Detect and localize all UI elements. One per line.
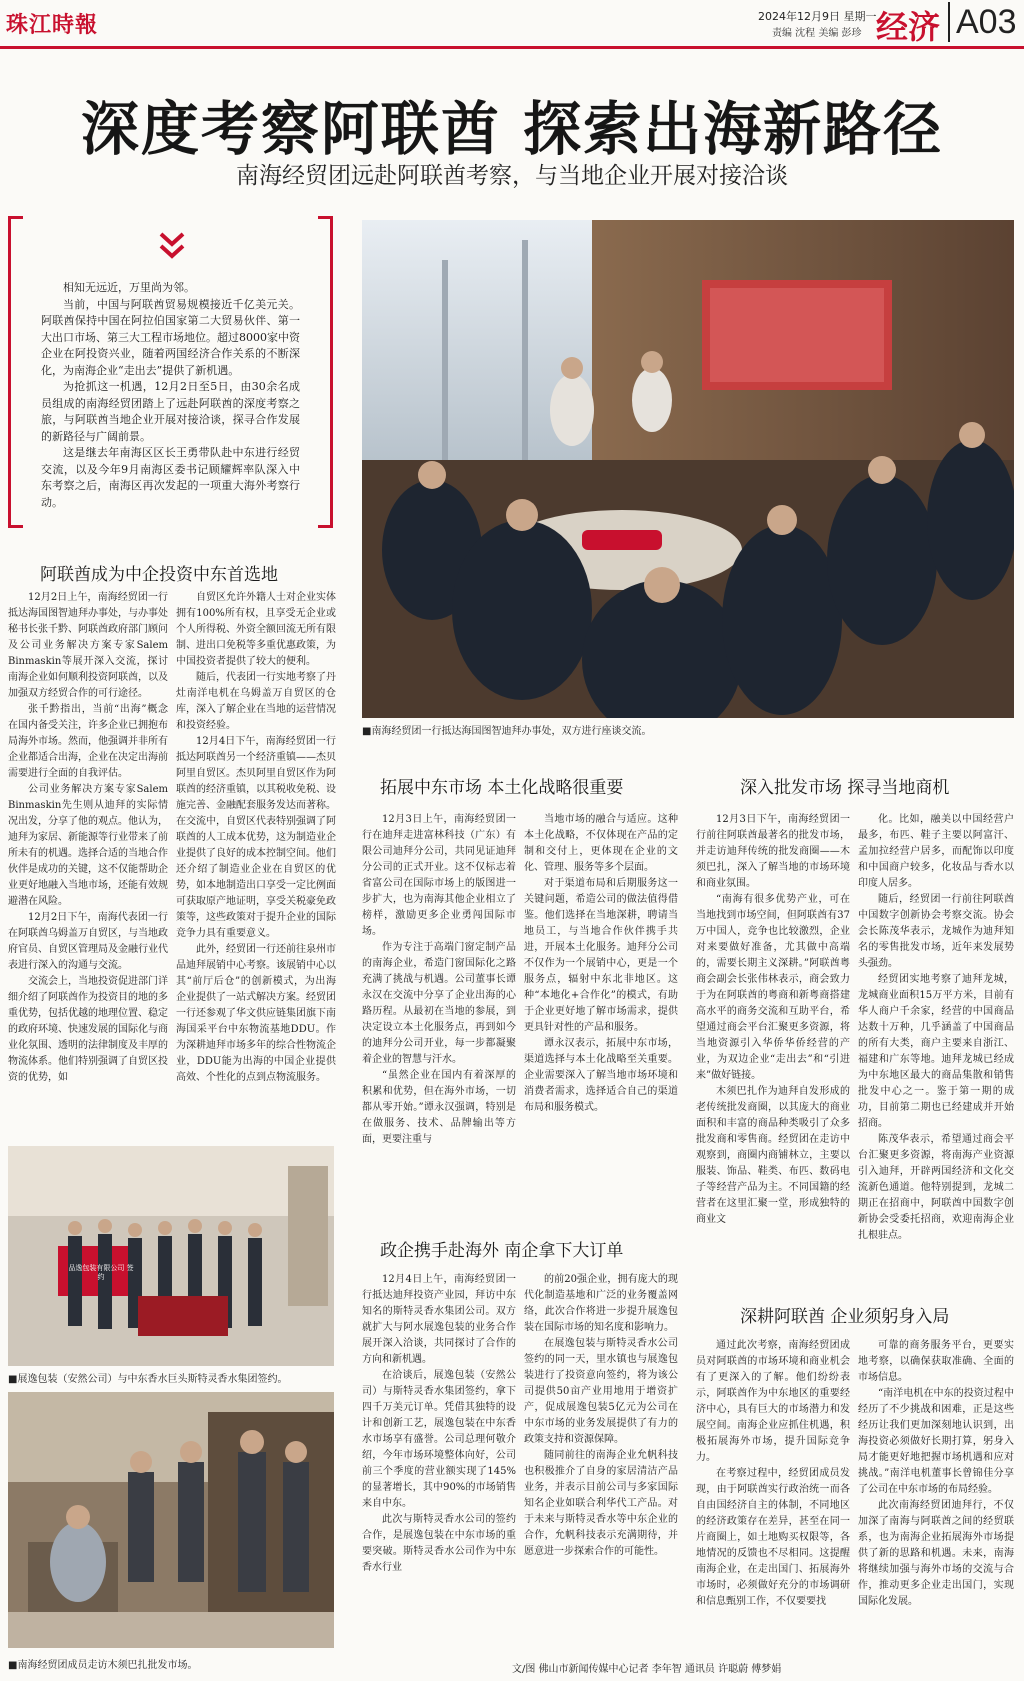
section-title: 深入批发市场 探寻当地商机	[740, 778, 950, 798]
page-number: A03	[948, 2, 1017, 42]
caption-signing: ■展逸包装（安然公司）与中东香水巨头斯特灵香水集团签约。	[8, 1374, 288, 1385]
photo-market	[8, 1392, 334, 1648]
article-column: 可靠的商务服务平台，更要实地考察，以确保获取准确、全面的市场信息。 “南洋电机在中东的投资过程中经历了不少挑战和困难，正是这些经历让我们更加深刻地认识到，出海投资必须做好长期打算，躬身入局才能更好地把握市场机遇和应对挑战。”南洋电机董事长曾锦佳分享了公司在中东市场的布局经验。 此次南海经贸团迪拜行，不仅加深了南海与阿联酋之间的经贸联系，也为南海企业拓展海外市场提供了新的思路和机遇。未来，南海将继续加强与海外市场的交流与合作，推动更多企业走出国门，实现国际化发展。	[858, 1340, 1014, 1607]
article-column: 12月4日上午，南海经贸团一行抵达迪拜投资产业园，拜访中东知名的斯特灵香水集团公司。双方就扩大与阿水展逸包装的业务合作展开深入洽谈，共同探讨了合作的方向和新机遇。 在洽谈后，展逸包装（安然公司）与斯特灵香水集团签约，拿下四千万美元订单。凭借其独特的设计和创新工艺，展逸包装在中东香水市场享有盛誉。公司总理何敬介绍，今年市场环境整体向好，公司前三个季度的营业额实现了145%的显著增长，其中90%的市场销售来自中东。 此次与斯特灵香水公司的签约合作，是展逸包装在中东市场的重要突破。斯特灵香水公司作为中东香水行业	[362, 1274, 516, 1573]
article-column: 的前20强企业，拥有庞大的现代化制造基地和广泛的业务覆盖网络，此次合作将进一步提升展逸包装在国际市场的知名度和影响力。 在展逸包装与斯特灵香水公司签约的同一天，里水镇也与展逸包装进行了投资意向签约，将为该公司提供50亩产业用地用于增资扩产，促成展逸包装5亿元为公司在中东市场的业务发展提供了有力的政策支持和资源保障。 随同前往的南海企业允帆科技也积极推介了自身的家居清洁产品业务，并表示目前公司与多家国际知名企业如联合利华代工产品。对于未来与斯特灵香水等中东企业的合作，允帆科技表示充满期待，并愿意进一步探索合作的可能性。	[524, 1274, 678, 1557]
header-rule	[0, 46, 1024, 49]
article-column: 12月3日上午，南海经贸团一行在迪拜走进富林科技（广东）有限公司迪拜分公司，共同见证迪拜分公司的正式开业。这不仅标志着省富公司在国际市场上的版图进一步扩大，也为南海其他企业相立了榜样，激励更多企业勇闯国际市场。 作为专注于高端门窗定制产品的南海企业，希造门窗国际化之路充满了挑战与机遇。公司董事长谭永汉在交流中分享了企业出海的心路历程。从最初在当地的参展，到决定设立本土化服务点，再到如今的迪拜分公司开业，每一步都凝聚着企业的智慧与汗水。 “虽然企业在国内有着深厚的积累和优势，但在海外市场，一切都从零开始。”谭永汉强调，特别是在做服务、技术、品牌输出等方面，更要注重与	[362, 814, 516, 1145]
section-title: 政企携手赴海外 南企拿下大订单	[380, 1241, 624, 1261]
lead-paragraph: 这是继去年南海区区长王勇带队赴中东进行经贸交流，以及今年9月南海区委书记顾耀辉率队深入中东考察之后，南海区再次发起的一项重大海外考察行动。	[41, 446, 300, 509]
article-column: 12月2日上午，南海经贸团一行抵达海国图智迪拜办事处，与办事处秘书长张千黔、阿联酋政府部门顾问及公司业务解决方案专家Salem Binmaskin等展开深入交流，探讨南海企业如何顺利投资阿联酋，以及加强双方经贸合作的可行途径。 张千黔指出，当前“出海”概念在国内备受关注，许多企业已拥抱布局海外市场。然而，他强调并非所有企业都适合出海，企业在决定出海前需要进行全面的自我评估。 公司业务解决方案专家Salem Binmaskin先生则从迪拜的实际情况出发，分享了他的观点。他认为，迪拜为家居、新能源等行业带来了前所未有的机遇。选择合适的当地合作伙伴是成功的关键，这不仅能帮助企业更好地融入当地市场，还能有效规避潜在风险。 12月2日下午，南海代表团一行在阿联酋乌姆盖万自贸区，与当地政府官员、自贸区管理局及金融行业代表进行深入的沟通与交流。 交流会上，当地投资促进部门详细介绍了阿联酋作为投资目的地的多重优势，包括优越的地理位置、稳定的政府环境、快速发展的国际化与商业化氛围、透明的法律制度及丰厚的物流体系。他们特别强调了自贸区投资的优势，如	[8, 592, 168, 1083]
masthead-logo: 珠江時報	[6, 12, 99, 38]
byline: 文/图 佛山市新闻传媒中心记者 李年智 通讯员 许聪蔚 傅梦娟	[512, 1664, 782, 1675]
lead-box	[8, 216, 333, 528]
article-column: 化。比如，融美以中国经营户最多，布匹、鞋子主要以阿富汗、孟加拉经营户居多，而配饰以印度和中国商户较多，化妆品与香水以印度人居多。 随后，经贸团一行前往阿联酋中国数字创新协会考察交流。协会会长陈茂华表示，龙城作为迪拜知名的零售批发市场，近年来发展势头强劲。 经贸团实地考察了迪拜龙城，龙城商业面积15万平方米，目前有华人商户千余家，经营的中国商品达数十万种，几乎涵盖了中国商品的所有大类，商户主要来自浙江、福建和广东等地。迪拜龙城已经成为中东地区最大的商品集散和销售批发中心之一。鉴于第一期的成功，目前第二期也已经建成并开始招商。 陈茂华表示，希望通过商会平台汇聚更多资源，将南海产业资源引入迪拜，开辟两国经济和文化交流新色通道。他特别提到，龙城二期正在招商中，阿联酋中国数字创新协会受委托招商，欢迎南海企业扎根驻点。	[858, 814, 1014, 1241]
article-column: 12月3日下午，南海经贸团一行前往阿联酋最著名的批发市场，并走访迪拜传统的批发商圈——木须巴扎，深入了解当地的市场环境和商业氛围。 “南海有很多优势产业，可在当地找到市场空间，但阿联酋有37万中国人，竞争也比较激烈，企业对来要做好准备，尤其做中高端的，需要长期主义深耕。”阿联酋粤商会副会长张伟林表示，商会致力于为在阿联酋的粤商和新粤商搭建高水平的商务交流和互助平台，希望通过商会平台汇聚更多资源，将当地资源引入华侨华侨经营的产业，为双边企业“走出去”和“引进来”做好链接。 木须巴扎作为迪拜自发形成的老传统批发商圈，以其庞大的商业面积和丰富的商品种类吸引了众多批发商和零售商。经贸团在走访中观察到，商圈内商铺林立，主要以服装、饰品、鞋类、布匹、数码电子等经营产品为主。不同国籍的经营者在这里汇聚一堂，形成独特的商业文	[696, 814, 850, 1225]
chevron-down-icon	[157, 230, 187, 264]
issue-editors: 责编 沈程 美编 彭珍	[772, 28, 862, 39]
article-column: 自贸区允许外籍人士对企业实体拥有100%所有权，且享受无企业或个人所得税、外资全额回流无所有限制、进出口免税等多重优惠政策，为中国投资者提供了较大的便利。 随后，代表团一行实地考察了丹灶南洋电机在乌姆盖万自贸区的仓库，深入了解企业在当地的运营情况和投资经验。 12月4日下午，南海经贸团一行抵达阿联酋另一个经济重镇——杰贝阿里自贸区。杰贝阿里自贸区作为阿联酋的经济重镇，以其税收免税、设施完善、金融配套服务发达而著称。在交流中，自贸区代表特别强调了阿联酋的人工成本优势，这为制造业企业提供了良好的成本控制空间。他们还介绍了制造业企业在自贸区的优势，如本地制造出口享受一定比例面可获取原产地证明，享受关税豪免政策等，这些政策对于提升企业的国际竞争力具有重要意义。 此外，经贸团一行还前往泉州市品迪拜展销中心考察。该展销中心以其“前厅后仓”的创新模式，为出海企业提供了一站式解决方案。经贸团一行还参观了华文供应链集团旗下南海国采平台中东物流基地DDU。作为深耕迪拜市场多年的综合性物流企业，DDU能为出海的中国企业提供高效、个性化的点到点物流服务。	[176, 592, 336, 1083]
section-title: 拓展中东市场 本土化战略很重要	[380, 778, 624, 798]
photo-signing	[8, 1146, 334, 1366]
section-title: 阿联酋成为中企投资中东首选地	[40, 565, 278, 585]
headline: 深度考察阿联酋 探索出海新路径	[80, 95, 944, 163]
banner-text: 品逸包装有限公司 签约	[68, 1264, 134, 1281]
caption-meeting: ■南海经贸团一行抵达海国图智迪拜办事处，双方进行座谈交流。	[362, 726, 652, 737]
caption-market: ■南海经贸团成员走访木须巴扎批发市场。	[8, 1660, 198, 1671]
page-header	[0, 0, 1024, 50]
lead-paragraph: 为抢抓这一机遇，12月2日至5日，由30余名成员组成的南海经贸团踏上了远赴阿联酋的深度考察之旅，与阿联酋当地企业开展对接洽谈，探寻合作发展的新路径与广阔前景。	[41, 380, 300, 443]
lead-paragraph: 当前，中国与阿联酋贸易规模接近千亿美元关。阿联酋保持中国在阿拉伯国家第二大贸易伙伴、第一大出口市场、第三大工程市场地位。超过8000家中资企业在阿投资兴业，随着两国经济合作关系的不断深化，为南海企业“走出去”提供了新机遇。	[41, 297, 300, 377]
section-title: 深耕阿联酋 企业须躬身入局	[740, 1307, 950, 1327]
photo-meeting	[362, 220, 1014, 718]
article-column: 通过此次考察，南海经贸团成员对阿联酋的市场环境和商业机会有了更深入的了解。他们纷纷表示，阿联酋作为中东地区的重要经济中心，具有巨大的市场潜力和发展空间。南海企业应抓住机遇，积极拓展海外市场，提升国际竞争力。 在考察过程中，经贸团成员发现，由于阿联酋实行政治统一而各自由国经济自主的体制，不同地区的经济政策存在差异，甚至在同一片商圈上，如土地购买权限等，各地情况的反馈也不尽相同。这提醒南海企业，在走出国门、拓展海外市场时，必须做好充分的市场调研和信息甄别工作，不仅要要找	[696, 1340, 850, 1607]
subheadline: 南海经贸团远赴阿联酋考察，与当地企业开展对接洽谈	[236, 163, 788, 189]
article-column: 当地市场的融合与适应。这种本土化战略，不仅体现在产品的定制和交付上，更体现在企业的文化、管理、服务等多个层面。 对于渠道布局和后期服务这一关键问题，希造公司的做法值得借鉴。他们选择在当地深耕，聘请当地员工，与当地合作伙伴携手共进，开展本土化服务。迪拜分公司不仅作为一个展销中心，更是一个服务点，辐射中东北非地区。这种“本地化+合作化”的模式，有助于企业更好地了解市场需求，提供更具针对性的产品和服务。 谭永汉表示，拓展中东市场，渠道选择与本土化战略至关重要。企业需要深入了解当地市场环境和消费者需求，选择适合自己的渠道布局和服务模式。	[524, 814, 678, 1113]
section-name: 经济	[876, 8, 941, 46]
lead-paragraph: 相知无远近，万里尚为邻。	[63, 281, 195, 294]
issue-date: 2024年12月9日 星期一	[758, 10, 877, 23]
